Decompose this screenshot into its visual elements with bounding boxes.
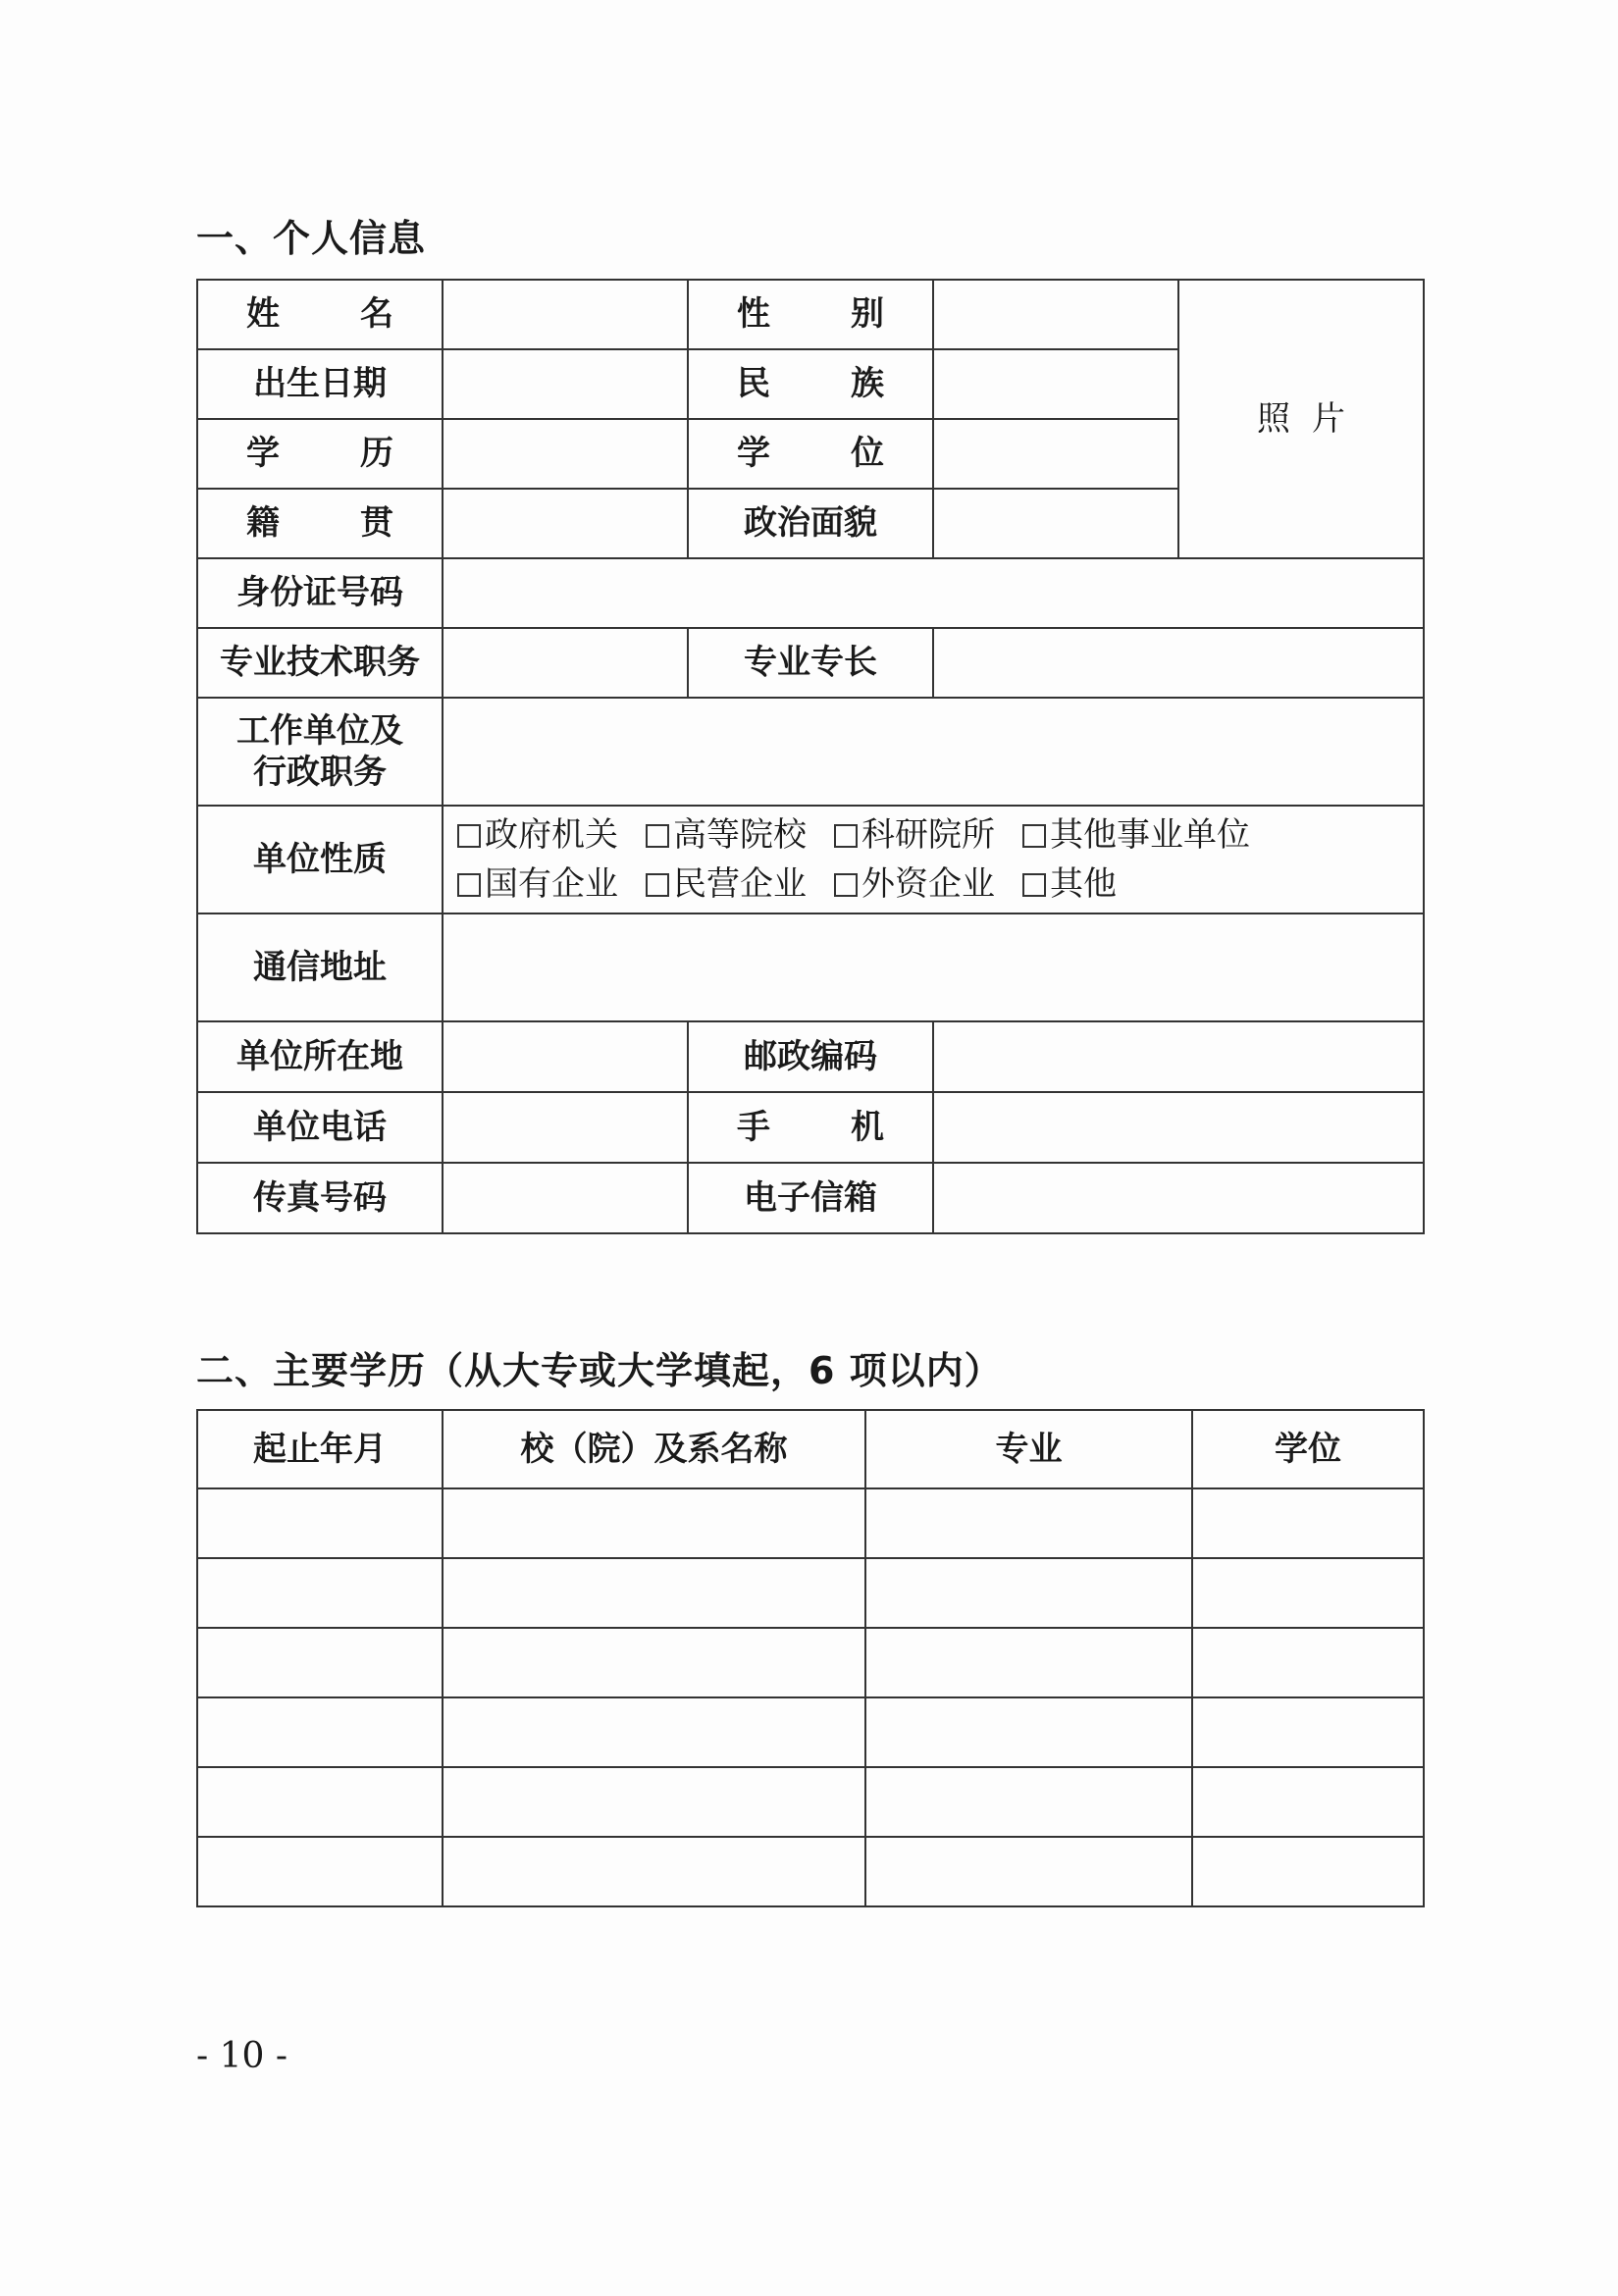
photo-box[interactable]: 照 片 [1178, 280, 1424, 558]
field-email[interactable] [933, 1163, 1424, 1233]
checkbox-option[interactable]: 外资企业 [834, 860, 995, 909]
label-gender: 性 别 [688, 280, 933, 349]
field-unit-phone[interactable] [443, 1092, 688, 1163]
checkbox-icon[interactable] [646, 873, 669, 897]
field-work-unit[interactable] [443, 698, 1424, 806]
table-row [197, 1837, 1424, 1906]
unit-type-row-1 [457, 810, 1423, 860]
cell-period[interactable] [197, 1558, 443, 1628]
label-id-number: 身份证号码 [197, 558, 443, 628]
label-tech-title: 专业技术职务 [197, 628, 443, 698]
cell-period[interactable] [197, 1767, 443, 1837]
field-address[interactable] [443, 913, 1424, 1021]
field-unit-location[interactable] [443, 1021, 688, 1092]
label-email: 电子信箱 [688, 1163, 933, 1233]
label-degree: 学 位 [688, 419, 933, 489]
checkbox-icon[interactable] [1022, 873, 1046, 897]
label-ethnic: 民 族 [688, 349, 933, 419]
label-name: 姓 名 [197, 280, 443, 349]
table-row [197, 1558, 1424, 1628]
cell-school[interactable] [443, 1767, 865, 1837]
cell-degree[interactable] [1192, 1697, 1424, 1767]
checkbox-option[interactable]: 国有企业 [457, 860, 618, 909]
cell-degree[interactable] [1192, 1628, 1424, 1697]
unit-type-options [443, 806, 1424, 913]
table-row [197, 1697, 1424, 1767]
cell-period[interactable] [197, 1837, 443, 1906]
cell-major[interactable] [865, 1628, 1192, 1697]
cell-major[interactable] [865, 1488, 1192, 1558]
cell-period[interactable] [197, 1488, 443, 1558]
cell-school[interactable] [443, 1488, 865, 1558]
label-unit-phone: 单位电话 [197, 1092, 443, 1163]
field-native-place[interactable] [443, 489, 688, 558]
field-education[interactable] [443, 419, 688, 489]
label-address: 通信地址 [197, 913, 443, 1021]
checkbox-option[interactable]: 高等院校 [646, 810, 807, 860]
field-postcode[interactable] [933, 1021, 1424, 1092]
cell-school[interactable] [443, 1837, 865, 1906]
label-unit-type: 单位性质 [197, 806, 443, 913]
checkbox-icon[interactable] [834, 873, 858, 897]
label-postcode: 邮政编码 [688, 1021, 933, 1092]
label-fax: 传真号码 [197, 1163, 443, 1233]
section-title-education: 二、主要学历（从大专或大学填起，6 项以内） [196, 1349, 1003, 1392]
label-mobile: 手 机 [688, 1092, 933, 1163]
checkbox-option[interactable]: 其他 [1022, 860, 1117, 909]
field-ethnic[interactable] [933, 349, 1178, 419]
cell-school[interactable] [443, 1628, 865, 1697]
cell-major[interactable] [865, 1837, 1192, 1906]
field-fax[interactable] [443, 1163, 688, 1233]
checkbox-option[interactable]: 政府机关 [457, 810, 618, 860]
field-tech-title[interactable] [443, 628, 688, 698]
checkbox-option[interactable]: 其他事业单位 [1022, 810, 1250, 860]
header-period: 起止年月 [197, 1410, 443, 1488]
label-birth-date: 出生日期 [197, 349, 443, 419]
cell-school[interactable] [443, 1697, 865, 1767]
cell-degree[interactable] [1192, 1837, 1424, 1906]
checkbox-option[interactable]: 民营企业 [646, 860, 807, 909]
label-education: 学 历 [197, 419, 443, 489]
field-name[interactable] [443, 280, 688, 349]
cell-period[interactable] [197, 1697, 443, 1767]
label-native-place: 籍 贯 [197, 489, 443, 558]
cell-degree[interactable] [1192, 1558, 1424, 1628]
checkbox-option[interactable]: 科研院所 [834, 810, 995, 860]
cell-school[interactable] [443, 1558, 865, 1628]
personal-info-table [196, 279, 1425, 1234]
cell-period[interactable] [197, 1628, 443, 1697]
label-specialty: 专业专长 [688, 628, 933, 698]
field-birth-date[interactable] [443, 349, 688, 419]
cell-major[interactable] [865, 1767, 1192, 1837]
header-degree: 学位 [1192, 1410, 1424, 1488]
unit-type-row-2 [457, 860, 1423, 909]
page-number: - 10 - [196, 2036, 288, 2076]
table-row [197, 1767, 1424, 1837]
checkbox-icon[interactable] [646, 824, 669, 848]
checkbox-icon[interactable] [457, 873, 481, 897]
label-unit-location: 单位所在地 [197, 1021, 443, 1092]
label-political-status: 政治面貌 [688, 489, 933, 558]
checkbox-icon[interactable] [834, 824, 858, 848]
field-id-number[interactable] [443, 558, 1424, 628]
header-major: 专业 [865, 1410, 1192, 1488]
label-work-unit [197, 698, 443, 806]
cell-major[interactable] [865, 1558, 1192, 1628]
table-row [197, 1628, 1424, 1697]
education-table [196, 1409, 1425, 1907]
field-degree[interactable] [933, 419, 1178, 489]
label-work-unit-line2: 行政职务 [253, 753, 387, 792]
label-work-unit-line1: 工作单位及 [236, 710, 403, 751]
cell-major[interactable] [865, 1697, 1192, 1767]
checkbox-icon[interactable] [457, 824, 481, 848]
table-row [197, 1488, 1424, 1558]
field-specialty[interactable] [933, 628, 1424, 698]
cell-degree[interactable] [1192, 1767, 1424, 1837]
checkbox-icon[interactable] [1022, 824, 1046, 848]
field-gender[interactable] [933, 280, 1178, 349]
cell-degree[interactable] [1192, 1488, 1424, 1558]
section-title-personal-info: 一、个人信息 [196, 217, 427, 260]
field-political-status[interactable] [933, 489, 1178, 558]
header-school: 校（院）及系名称 [443, 1410, 865, 1488]
field-mobile[interactable] [933, 1092, 1424, 1163]
